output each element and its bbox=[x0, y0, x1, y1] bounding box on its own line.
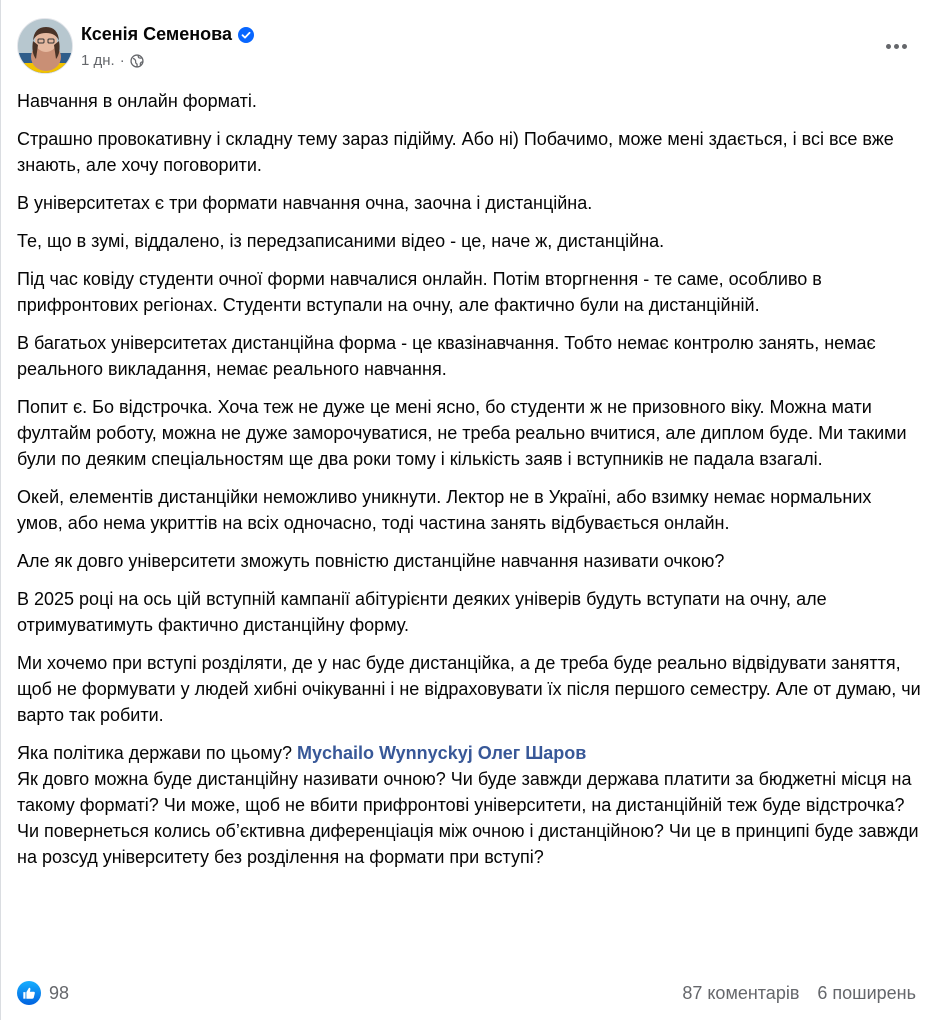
post-meta bbox=[81, 52, 144, 69]
avatar-image bbox=[18, 19, 73, 74]
mention-link[interactable]: Mychailo Wynnyckyj bbox=[296, 743, 473, 763]
shares-count[interactable]: 6 поширень bbox=[817, 982, 916, 1003]
author-line bbox=[81, 24, 254, 45]
dot-icon bbox=[894, 44, 899, 49]
more-options-button[interactable] bbox=[878, 28, 914, 64]
dot-icon bbox=[886, 44, 891, 49]
post-paragraph: В 2025 році на ось цій вступній кампанії абітурієнти деяких універів будуть вступати на очну, але отримуватимуть фактично дистанційну форму. bbox=[17, 589, 827, 635]
meta-separator: · bbox=[119, 52, 125, 69]
engagement-stats bbox=[682, 983, 916, 1004]
post-paragraph: В університетах є три формати навчання очна, заочна і дистанційна. bbox=[17, 193, 593, 213]
post-paragraph: В багатьох університетах дистанційна форма - це квазінавчання. Тобто немає контролю занять, немає реального викладання, немає реального навчання. bbox=[17, 333, 876, 379]
post-time[interactable]: 1 дн. bbox=[81, 52, 115, 69]
question-text: Яка політика держави по цьому? bbox=[17, 743, 292, 763]
post-paragraph: Те, що в зумі, віддалено, із передзаписаними відео - це, наче ж, дистанційна. bbox=[17, 231, 665, 251]
globe-icon[interactable] bbox=[130, 54, 144, 68]
post-paragraph: Але як довго університети зможуть повністю дистанційне навчання називати очкою? bbox=[17, 551, 725, 571]
like-reaction-icon bbox=[17, 981, 41, 1005]
author-name[interactable]: Ксенія Семенова bbox=[81, 24, 232, 44]
post-paragraph: Попит є. Бо відстрочка. Хоча теж не дуже це мені ясно, бо студенти ж не призовного віку. Можна мати фултайм роботу, можна не дуже заморочуватися, не треба реально вчитися, але диплом буде. Ми такими були по деяким спеціальностям ще два роки тому і кількість заяв і вступників не падала взагалі. bbox=[17, 397, 907, 469]
question-line bbox=[17, 740, 921, 766]
post-paragraph: Як довго можна буде дистанційну називати очною? Чи буде завжди держава платити за бюджетні місця на такому форматі? Чи може, щоб не вбити прифронтові університети, на дистанційній теж буде відстрочка? Чи повернеться колись об’єктивна диференціація між очною і дистанційною? Чи це в принципі буде завжди на розсуд університету без розділення на формати при вступі? bbox=[17, 769, 919, 867]
reactions-summary[interactable] bbox=[17, 981, 69, 1005]
post-footer bbox=[17, 978, 916, 1008]
post-paragraph: Страшно провокативну і складну тему зараз підійму. Або ні) Побачимо, може мені здається, і всі все вже знають, але хочу поговорити. bbox=[17, 129, 894, 175]
comments-count[interactable]: 87 коментарів bbox=[682, 982, 800, 1003]
verified-badge-icon bbox=[238, 27, 254, 43]
mention-link[interactable]: Олег Шаров bbox=[477, 743, 587, 763]
reaction-count: 98 bbox=[49, 982, 70, 1003]
dot-icon bbox=[902, 44, 907, 49]
avatar[interactable] bbox=[17, 18, 73, 74]
post-paragraph: Під час ковіду студенти очної форми навчалися онлайн. Потім вторгнення - те саме, особливо в прифронтових регіонах. Студенти вступали на очну, але фактично були на дистанційній. bbox=[17, 269, 822, 315]
thumbs-up-icon bbox=[22, 986, 36, 1000]
post-paragraph: Ми хочемо при вступі розділяти, де у нас буде дистанційка, а де треба буде реально відвідувати заняття, щоб не формувати у людей хибні очікуванні і не відраховувати їх після першого семестру. Але от думаю, чи варто так робити. bbox=[17, 653, 921, 725]
post-paragraph: Окей, елементів дистанційки неможливо уникнути. Лектор не в Україні, або взимку немає нормальних умов, або нема укриттів на всіх одночасно, тоді частина занять відбувається онлайн. bbox=[17, 487, 872, 533]
post-header bbox=[17, 14, 914, 78]
post-body bbox=[17, 88, 921, 870]
post-paragraph: Навчання в онлайн форматі. bbox=[17, 91, 257, 111]
